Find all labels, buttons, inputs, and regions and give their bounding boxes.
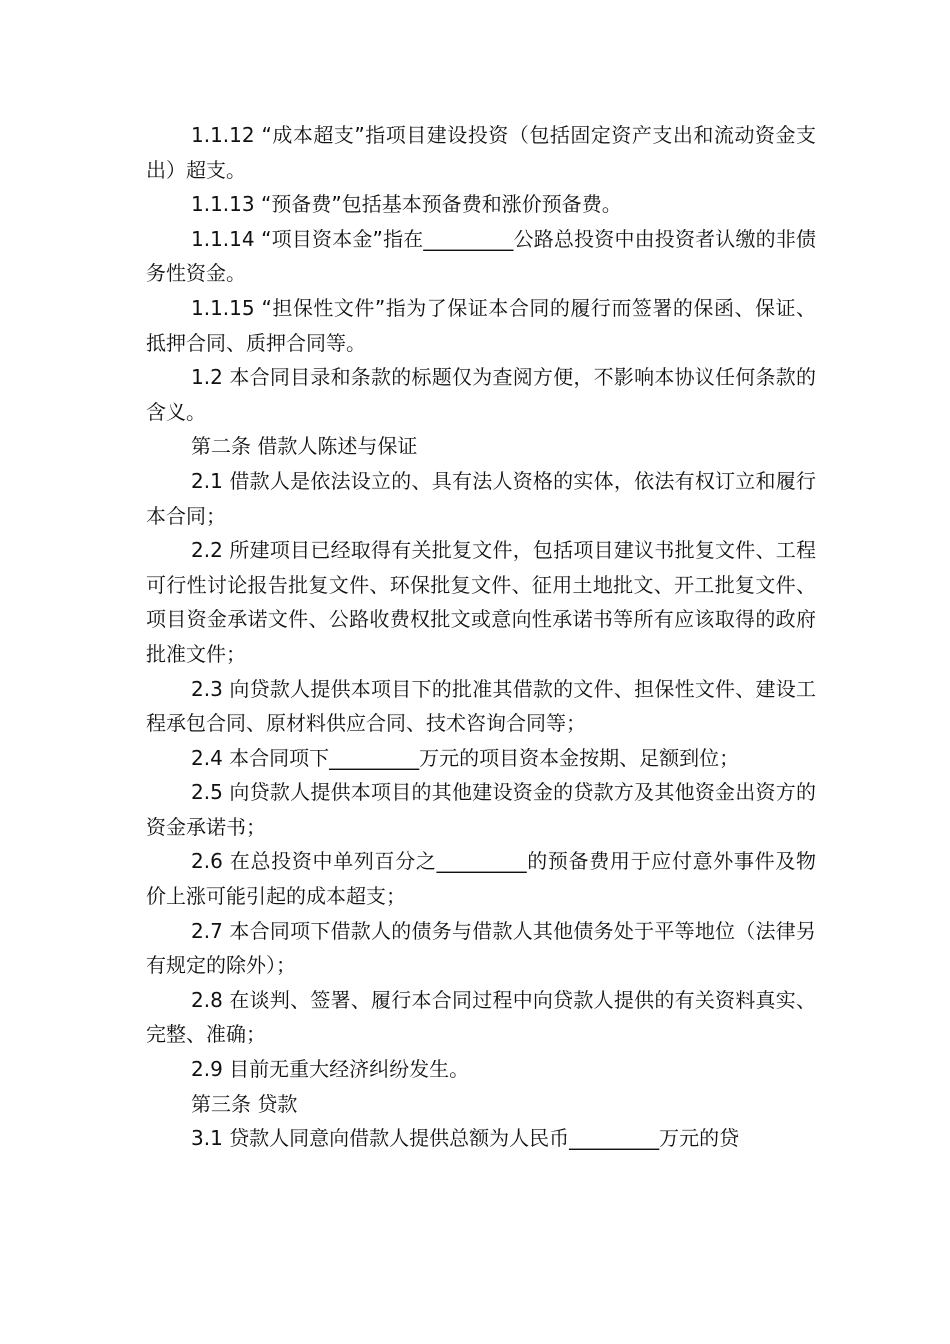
clause-2-2: 2.2 所建项目已经取得有关批复文件，包括项目建议书批复文件、工程可行性讨论报告批复文件、环保批复文件、征用土地批文、开工批复文件、项目资金承诺文件、公路收费权批文或意向性承诺书等所有应该取得的政府批准文件； (146, 538, 816, 666)
clause-3-1: 3.1 贷款人同意向借款人提供总额为人民币_________万元的贷 (191, 1126, 740, 1151)
clause-2-9: 2.9 目前无重大经济纠纷发生。 (191, 1057, 470, 1082)
clause-2-3: 2.3 向贷款人提供本项目下的批准其借款的文件、担保性文件、建设工程承包合同、原材料供应合同、技术咨询合同等； (146, 676, 816, 736)
article-3-heading: 第三条 贷款 (191, 1091, 298, 1116)
clause-2-1: 2.1 借款人是依法设立的、具有法人资格的实体，依法有权订立和履行本合同； (146, 468, 816, 528)
clause-1-1-14: 1.1.14 “项目资本金”指在_________公路总投资中由投资者认缴的非债务性资金。 (146, 226, 816, 286)
clause-2-4: 2.4 本合同项下_________万元的项目资本金按期、足额到位； (191, 745, 740, 770)
clause-1-1-12: 1.1.12 “成本超支”指项目建设投资（包括固定资产支出和流动资金支出）超支。 (146, 123, 816, 182)
clause-1-1-13: 1.1.13 “预备费”包括基本预备费和涨价预备费。 (191, 192, 622, 217)
clause-1-1-15: 1.1.15 “担保性文件”指为了保证本合同的履行而签署的保函、保证、抵押合同、质押合同等。 (146, 295, 816, 355)
clause-1-2: 1.2 本合同目录和条款的标题仅为查阅方便，不影响本协议任何条款的含义。 (146, 365, 816, 424)
clause-2-6: 2.6 在总投资中单列百分之_________的预备费用于应付意外事件及物价上涨可能引起的成本超支； (146, 849, 816, 909)
article-2-heading: 第二条 借款人陈述与保证 (191, 434, 418, 459)
clause-2-5: 2.5 向贷款人提供本项目的其他建设资金的贷款方及其他资金出资方的资金承诺书； (146, 780, 816, 839)
contract-body (146, 118, 816, 1156)
clause-2-8: 2.8 在谈判、签署、履行本合同过程中向贷款人提供的有关资料真实、完整、准确； (146, 987, 816, 1047)
clause-2-7: 2.7 本合同项下借款人的债务与借款人其他债务处于平等地位（法律另有规定的除外）； (146, 918, 816, 978)
